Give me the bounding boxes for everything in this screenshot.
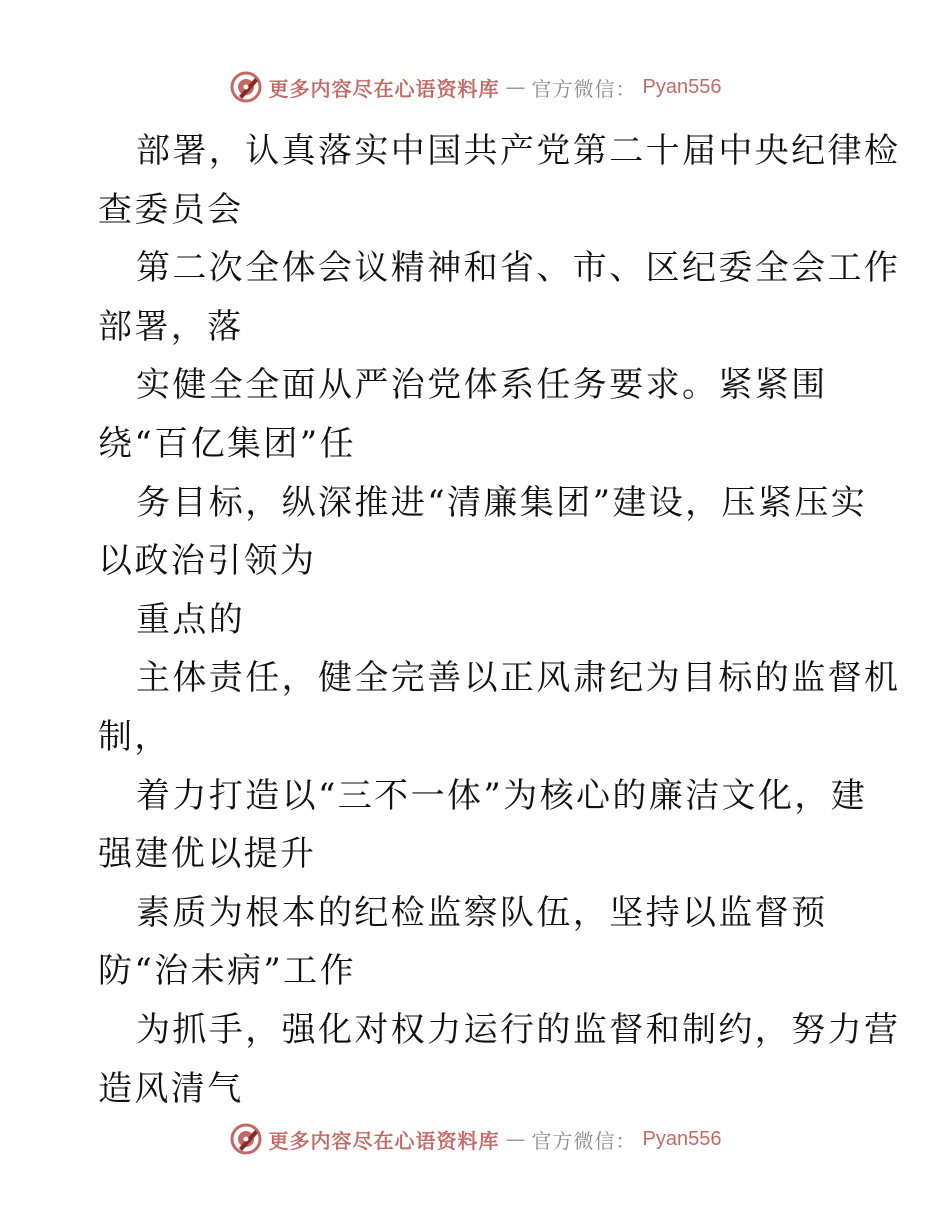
text-line: 部署，落 xyxy=(98,306,244,347)
text-line: 强建优以提升 xyxy=(98,834,317,875)
text-line: 主体责任，健全完善以正风肃纪为目标的监督机 xyxy=(136,658,901,699)
text-line: 查委员会 xyxy=(98,189,244,230)
text-line: 着力打造以“三不一体”为核心的廉洁文化，建 xyxy=(136,775,868,816)
pen-circle-logo-icon xyxy=(229,70,263,104)
text-line: 实健全全面从严治党体系任务要求。紧紧围 xyxy=(136,365,828,406)
text-line: 素质为根本的纪检监察队伍，坚持以监督预 xyxy=(136,892,828,933)
watermark-dash: — xyxy=(505,75,526,99)
watermark-text: 更多内容尽在心语资料库 xyxy=(268,76,500,101)
document-body xyxy=(98,122,901,1118)
footer-watermark xyxy=(0,1122,950,1156)
text-line: 部署，认真落实中国共产党第二十届中央纪律检 xyxy=(136,131,901,171)
text-line: 造风清气 xyxy=(98,1068,244,1109)
text-line: 防“治未病”工作 xyxy=(98,951,356,992)
watermark-text: 更多内容尽在心语资料库 xyxy=(268,1128,500,1153)
watermark-dash: — xyxy=(505,1127,526,1151)
text-line: 务目标，纵深推进“清廉集团”建设，压紧压实 xyxy=(136,482,868,523)
text-line: 重点的 xyxy=(136,599,246,640)
text-line: 绕“百亿集团”任 xyxy=(98,423,356,464)
watermark-subtext: 官方微信： xyxy=(531,1128,637,1153)
watermark-wechat-id: Pyan556 xyxy=(642,1127,722,1150)
text-line: 以政治引领为 xyxy=(98,541,317,582)
text-line: 为抓手，强化对权力运行的监督和制约，努力营 xyxy=(136,1009,901,1050)
text-line: 第二次全体会议精神和省、市、区纪委全会工作 xyxy=(136,248,901,289)
watermark-wechat-id: Pyan556 xyxy=(642,75,722,98)
pen-circle-logo-icon xyxy=(229,1122,263,1156)
text-line: 制， xyxy=(98,716,171,757)
header-watermark xyxy=(0,70,950,104)
watermark-subtext: 官方微信： xyxy=(531,76,637,101)
